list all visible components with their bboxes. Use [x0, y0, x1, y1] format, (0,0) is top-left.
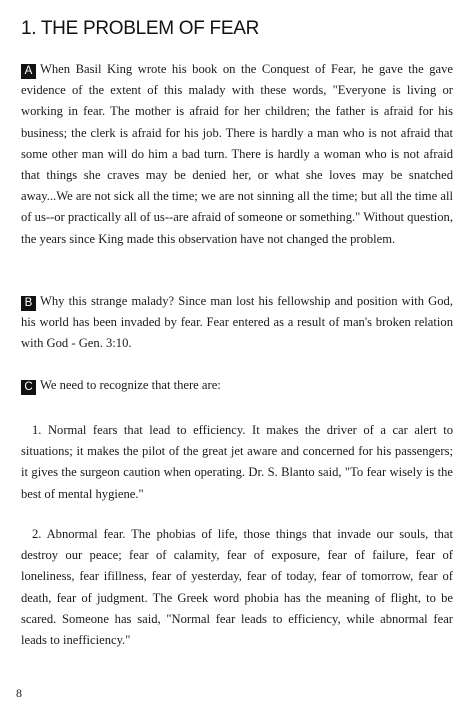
section-b-marker: B — [21, 296, 36, 311]
section-c-text: We need to recognize that there are: — [40, 378, 221, 392]
section-a-text: When Basil King wrote his book on the Conquest of Fear, he gave the gave evidence of the extent of this malady with these words, "Everyone is living or working in fear. The mother is afraid for her children; the father is afraid for his business; the clerk is afraid for his job. There is hardly a man who is not afraid that some other man will do him a bad turn. There is hardly a woman who is not afraid that things she craves may be denied her, or what she loves may be snatched away...We are not sick all the time; we are not sinning all the time; but all the time all of us--or practically all of us--are afraid of someone or something." Without question, the years since King made this observation have not changed the problem. — [21, 62, 453, 246]
section-a-paragraph — [21, 59, 453, 250]
section-b-text: Why this strange malady? Since man lost his fellowship and position with God, his world has been invaded by fear. Fear entered as a result of man's broken relation with God - Gen. 3:10. — [21, 294, 453, 351]
section-c-paragraph — [21, 375, 453, 396]
section-a-marker: A — [21, 64, 36, 79]
section-b-paragraph — [21, 291, 453, 355]
section-c-marker: C — [21, 380, 36, 395]
list-item-normal-fears: 1. Normal fears that lead to efficiency. It makes the driver of a car alert to situations; it makes the pilot of the great jet aware and concerned for his passengers; it gives the surgeon caution when operating. Dr. S. Blanto said, "To fear wisely is the best of mental hygiene." — [21, 423, 453, 501]
chapter-title: 1. THE PROBLEM OF FEAR — [21, 18, 259, 39]
list-item-abnormal-fear: 2. Abnormal fear. The phobias of life, those things that invade our souls, that destroy our peace; fear of calamity, fear of exposure, fear of failure, fear of loneliness, fear ifillness, fear of yesterday, fear of today, fear of tomorrow, fear of death, fear of judgment. The Greek word phobia has the meaning of flight, to be scared. Someone has said, "Normal fear leads to efficiency, while abnormal fear leads to inefficiency." — [21, 527, 453, 648]
page-number: 8 — [16, 686, 22, 700]
